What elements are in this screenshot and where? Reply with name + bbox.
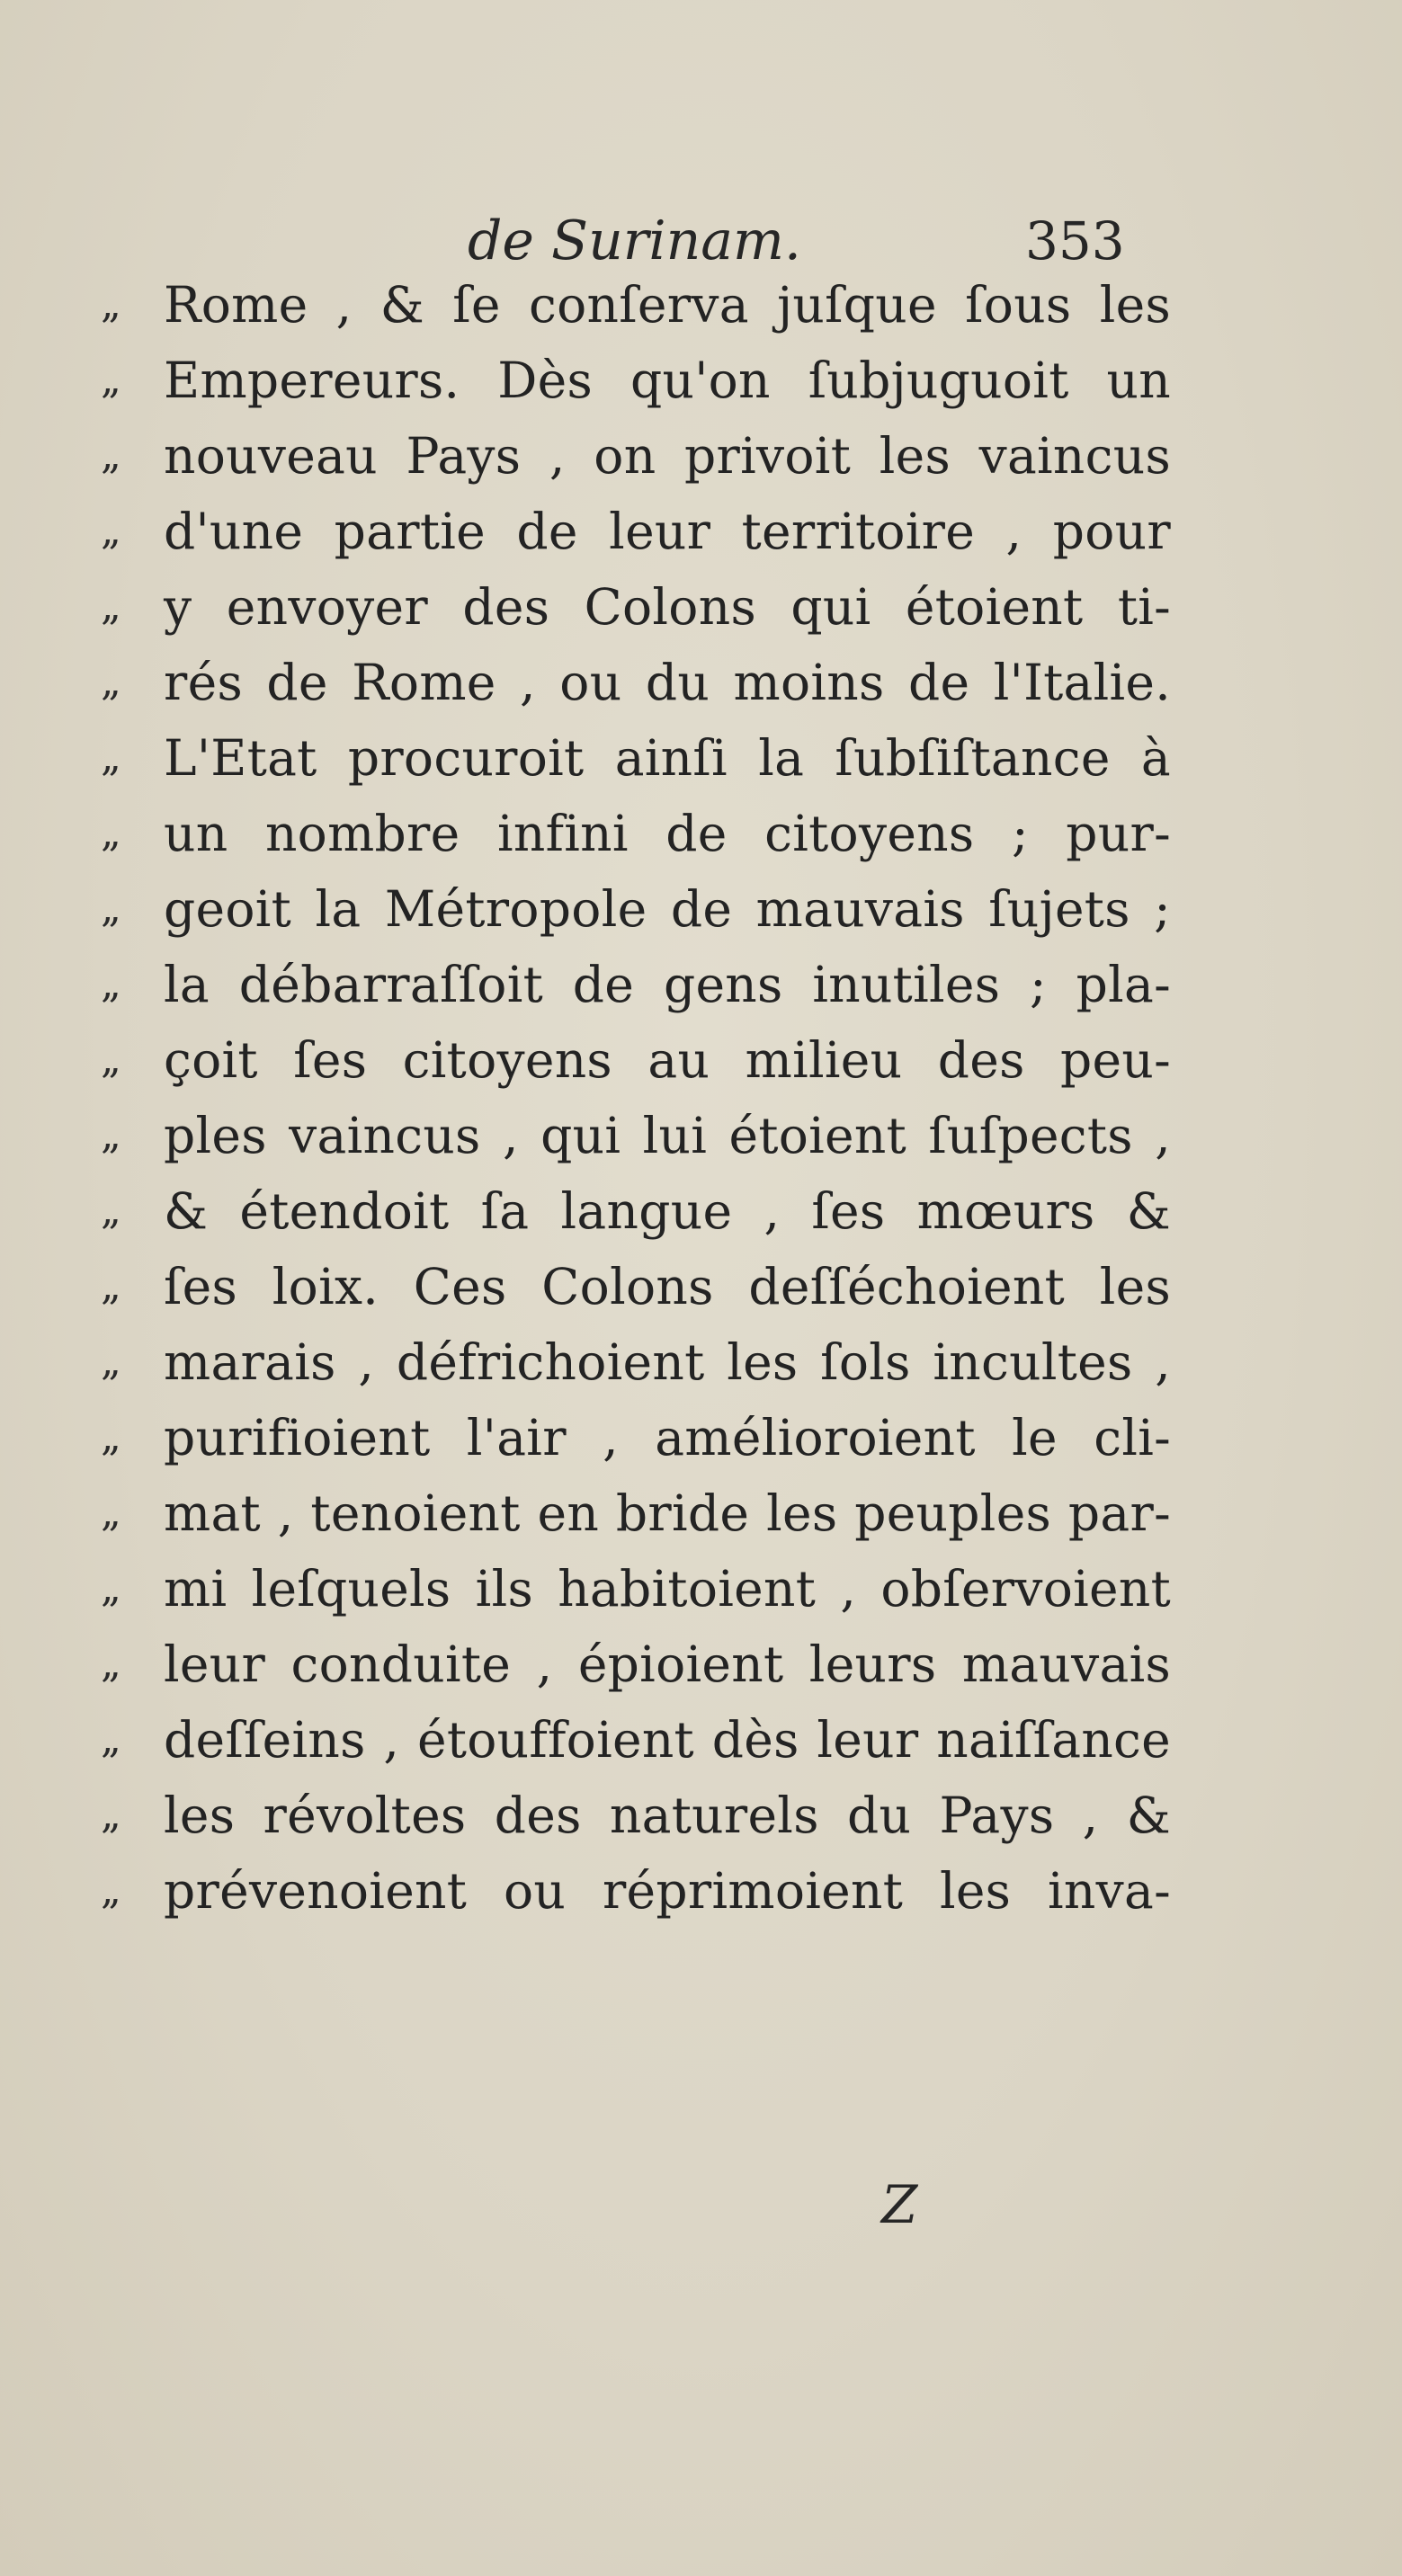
catchword: Z <box>881 2174 918 2235</box>
line-text: rés de Rome , ou du moins de l'Italie. <box>164 654 1171 711</box>
quotation-mark: „ <box>101 659 121 705</box>
quotation-mark: „ <box>101 735 121 780</box>
body-text <box>0 267 1402 1929</box>
line-text: mat , tenoient en bride les peuples par- <box>164 1484 1171 1542</box>
line-text: marais , défrichoient les ſols incultes , <box>164 1333 1171 1391</box>
text-line <box>0 1853 1402 1929</box>
text-line <box>0 1627 1402 1702</box>
quotation-mark: „ <box>101 1414 121 1460</box>
quotation-mark: „ <box>101 1867 121 1913</box>
quotation-mark: „ <box>101 357 121 403</box>
running-title: de Surinam. <box>468 209 801 272</box>
line-text: leur conduite , épioient leurs mauvais <box>164 1636 1171 1693</box>
text-line <box>0 1098 1402 1173</box>
quotation-mark: „ <box>101 1641 121 1687</box>
line-text: Rome , & ſe conſerva juſque ſous les <box>164 276 1171 334</box>
line-text: deſſeins , étouffoient dès leur naiſſance <box>164 1711 1171 1769</box>
line-text: L'Etat procuroit ainſi la ſubſiſtance à <box>164 729 1171 787</box>
quotation-mark: „ <box>101 886 121 931</box>
quotation-mark: „ <box>101 432 121 478</box>
text-line <box>0 418 1402 494</box>
text-line <box>0 1551 1402 1627</box>
line-text: nouveau Pays , on privoit les vaincus <box>164 427 1171 485</box>
quotation-mark: „ <box>101 281 121 327</box>
page-header <box>0 205 1402 277</box>
text-line <box>0 1249 1402 1324</box>
text-line <box>0 267 1402 343</box>
quotation-mark: „ <box>101 1716 121 1762</box>
line-text: ſes loix. Ces Colons deſſéchoient les <box>164 1258 1171 1315</box>
quotation-mark: „ <box>101 1263 121 1309</box>
text-line <box>0 871 1402 947</box>
text-line <box>0 343 1402 418</box>
text-line <box>0 1173 1402 1249</box>
page-number: 353 <box>1025 210 1125 272</box>
quotation-mark: „ <box>101 508 121 554</box>
text-line <box>0 645 1402 720</box>
quotation-mark: „ <box>101 1188 121 1234</box>
text-line <box>0 796 1402 871</box>
text-line <box>0 1778 1402 1853</box>
line-text: y envoyer des Colons qui étoient ti- <box>164 578 1171 636</box>
line-text: Empereurs. Dès qu'on ſubjuguoit un <box>164 352 1171 409</box>
quotation-mark: „ <box>101 961 121 1007</box>
line-text: & étendoit ſa langue , ſes mœurs & <box>164 1182 1171 1240</box>
line-text: la débarraſſoit de gens inutiles ; pla- <box>164 956 1171 1013</box>
text-line <box>0 494 1402 569</box>
quotation-mark: „ <box>101 1339 121 1385</box>
line-text: çoit ſes citoyens au milieu des peu- <box>164 1031 1171 1089</box>
line-text: d'une partie de leur territoire , pour <box>164 503 1171 560</box>
quotation-mark: „ <box>101 810 121 856</box>
line-text: prévenoient ou réprimoient les inva- <box>164 1862 1171 1920</box>
text-line <box>0 1702 1402 1778</box>
line-text: purifioient l'air , amélioroient le cli- <box>164 1409 1171 1466</box>
quotation-mark: „ <box>101 1112 121 1158</box>
line-text: un nombre infini de citoyens ; pur- <box>164 805 1171 862</box>
quotation-mark: „ <box>101 1565 121 1611</box>
text-line <box>0 1022 1402 1098</box>
text-line <box>0 569 1402 645</box>
text-line <box>0 1324 1402 1400</box>
text-line <box>0 1400 1402 1475</box>
quotation-mark: „ <box>101 1490 121 1536</box>
text-line <box>0 947 1402 1022</box>
quotation-mark: „ <box>101 584 121 629</box>
quotation-mark: „ <box>101 1792 121 1838</box>
line-text: les révoltes des naturels du Pays , & <box>164 1787 1171 1844</box>
line-text: mi leſquels ils habitoient , obſervoient <box>164 1560 1171 1618</box>
text-line <box>0 1475 1402 1551</box>
text-line <box>0 720 1402 796</box>
line-text: ples vaincus , qui lui étoient ſuſpects , <box>164 1107 1171 1164</box>
quotation-mark: „ <box>101 1037 121 1083</box>
line-text: geoit la Métropole de mauvais ſujets ; <box>164 880 1171 938</box>
